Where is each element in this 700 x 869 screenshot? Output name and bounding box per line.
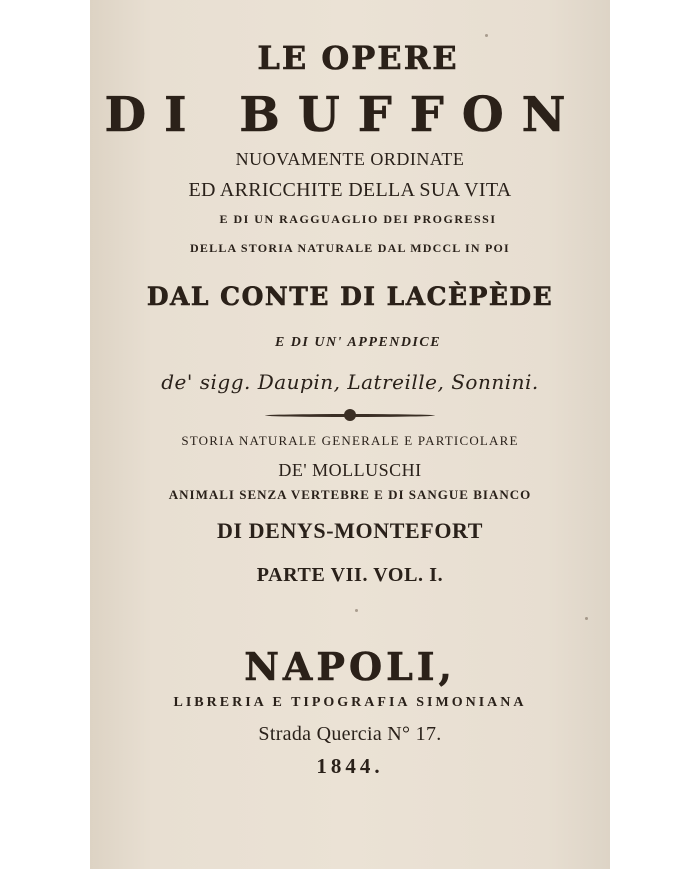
author-title: DI BUFFON [104,87,584,143]
publisher: LIBRERIA E TIPOGRAFIA SIMONIANA [173,695,527,710]
appendix-line: E DI UN' APPENDICE [274,335,442,350]
part-volume: PARTE VII. VOL. I. [256,564,444,586]
editor-line: DAL CONTE DI LACÈPÈDE [146,282,554,311]
volume-subject: DE' MOLLUSCHI [278,460,422,480]
section-heading: STORIA NATURALE GENERALE E PARTICOLARE [181,433,519,448]
volume-author: DI DENYS-MONTEFORT [216,518,484,543]
contributors-line: de' sigg. Daupin, Latreille, Sonnini. [161,370,539,394]
paper-speck [485,34,488,37]
subtitle-line-1: NUOVAMENTE ORDINATE [235,149,465,169]
volume-subject-description: ANIMALI SENZA VERTEBRE E DI SANGUE BIANCO [168,487,532,502]
paper-speck [355,609,358,612]
series-title: LE OPERE [257,39,459,77]
publication-city: NAPOLI, [244,644,456,689]
subtitle-line-2: ED ARRICCHITE DELLA SUA VITA [188,179,512,201]
title-page [90,0,610,869]
subtitle-line-4: DELLA STORIA NATURALE DAL MDCCL IN POI [190,241,510,255]
publication-year: 1844. [316,754,384,778]
ornamental-rule-center [344,409,356,421]
publisher-address: Strada Quercia N° 17. [258,723,442,745]
paper-speck [585,617,588,620]
subtitle-line-3: E DI UN RAGGUAGLIO DEI PROGRESSI [219,212,497,226]
